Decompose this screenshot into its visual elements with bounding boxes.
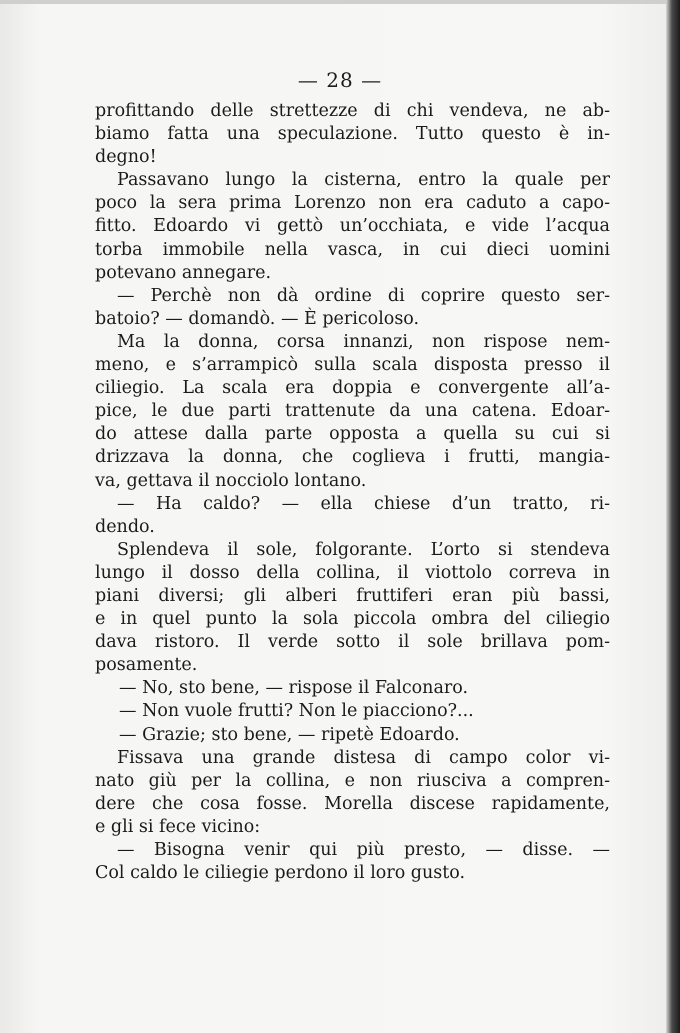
- text-line: Col caldo le ciliegie perdono il loro gusto.: [95, 863, 466, 884]
- text-line: batoio? — domandò. — È pericoloso.: [95, 308, 420, 329]
- page-binding-shadow: [666, 0, 680, 1033]
- text-line: do attese dalla parte opposta a quella su cui si: [95, 424, 610, 445]
- text-line: drizzava la donna, che coglieva i frutti, mangia-: [95, 447, 610, 468]
- page-top-edge: [0, 0, 680, 4]
- text-line: Passavano lungo la cisterna, entro la quale per: [117, 170, 610, 191]
- body-text: [95, 100, 610, 885]
- text-line: — Grazie; sto bene, — ripetè Edoardo.: [119, 724, 460, 745]
- text-line: — Perchè non dà ordine di coprire questo ser-: [117, 285, 610, 306]
- text-line: ciliegio. La scala era doppia e convergente all’a-: [95, 378, 610, 399]
- text-line: pice, le due parti trattenute da una catena. Edoar-: [95, 401, 610, 422]
- text-line: — Non vuole frutti? Non le piacciono?...: [119, 701, 474, 722]
- text-line: piani diversi; gli alberi fruttiferi eran più bassi,: [95, 585, 610, 606]
- text-line: posamente.: [95, 655, 198, 676]
- text-line: Ma la donna, corsa innanzi, non rispose nem-: [117, 331, 610, 352]
- text-line: biamo fatta una speculazione. Tutto questo è in-: [95, 124, 610, 145]
- text-line: Fissava una grande distesa di campo color vi-: [117, 747, 610, 768]
- text-line: e gli si fece vicino:: [95, 816, 261, 837]
- text-line: poco la sera prima Lorenzo non era caduto a capo-: [95, 193, 610, 214]
- text-line: meno, e s’arrampicò sulla scala disposta presso il: [95, 355, 610, 376]
- text-line: profittando delle strettezze di chi vendeva, ne ab-: [95, 101, 610, 121]
- text-line: — Ha caldo? — ella chiese d’un tratto, ri-: [117, 493, 610, 514]
- text-line: — Bisogna venir qui più presto, — disse. —: [117, 840, 610, 860]
- text-line: nato giù per la collina, e non riusciva a compren-: [95, 770, 610, 791]
- text-line: fitto. Edoardo vi gettò un’occhiata, e vide l’acqua: [95, 216, 610, 237]
- text-line: degno!: [95, 147, 157, 168]
- text-line: Splendeva il sole, folgorante. L’orto si stendeva: [117, 539, 610, 560]
- text-line: dava ristoro. Il verde sotto il sole brillava pom-: [95, 632, 610, 653]
- text-line: e in quel punto la sola piccola ombra del ciliegio: [95, 609, 610, 630]
- text-line: dendo.: [95, 516, 155, 537]
- text-line: — No, sto bene, — rispose il Falconaro.: [119, 678, 469, 699]
- text-line: torba immobile nella vasca, in cui dieci uomini: [95, 239, 610, 260]
- text-line: lungo il dosso della collina, il viottolo correva in: [95, 562, 610, 583]
- text-line: dere che cosa fosse. Morella discese rapidamente,: [95, 793, 610, 814]
- page-number: — 28 —: [297, 68, 383, 92]
- text-line: potevano annegare.: [95, 262, 272, 283]
- text-line: va, gettava il nocciolo lontano.: [95, 470, 367, 491]
